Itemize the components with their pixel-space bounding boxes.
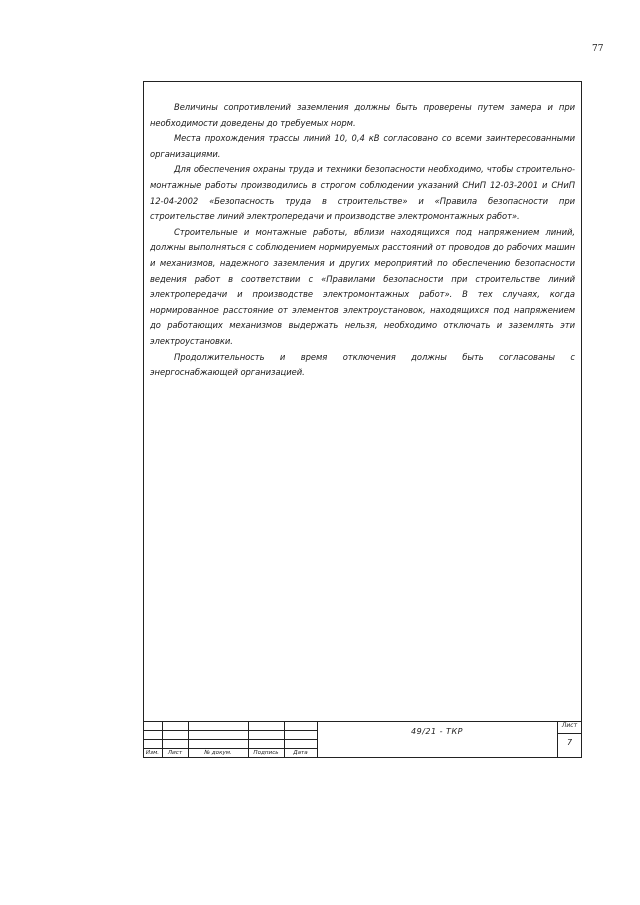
drawing-frame	[143, 81, 582, 758]
column-label-izm: Изм.	[145, 750, 160, 756]
sheet-label: Лист	[561, 722, 578, 729]
grid-line	[143, 730, 317, 731]
paragraph: Места прохождения трассы линий 10, 0,4 кВ согласовано со всеми заинтересованными организациями.	[150, 133, 575, 159]
sheet-cell-border	[557, 733, 582, 734]
page-number: 77	[592, 44, 604, 54]
paragraph: Продолжительность и время отключения должны быть согласованы с энергоснабжающей организацией.	[150, 351, 575, 378]
title-block	[143, 721, 582, 758]
column-label-date: Дата	[293, 750, 308, 756]
document-code: 49/21 - ТКР	[411, 727, 463, 736]
sheet-number: 7	[566, 738, 573, 747]
column-label-list: Лист	[167, 750, 183, 756]
paragraph: Величины сопротивлений заземления должны быть проверены путем замера и при необходимости доведены до требуемых норм.	[150, 102, 575, 128]
body-text	[150, 100, 575, 381]
column-label-doc-number: № докум.	[204, 750, 232, 756]
paragraph: Для обеспечения охраны труда и техники безопасности необходимо, чтобы строительно-монтажные работы производились в строгом соблюдении указаний СНиП 12-03-2001 и СНиП 12-04-2002 «Безопасность труда в строительстве» и «Правила безопасности при строительстве линий электропередачи и производстве электромонтажных работ».	[150, 164, 575, 222]
revision-grid	[143, 721, 317, 758]
column-label-signature: Подпись	[253, 750, 279, 756]
grid-line	[143, 739, 317, 740]
paragraph: Строительные и монтажные работы, вблизи находящихся под напряжением линий, должны выполняться с соблюдением нормируемых расстояний от проводов до рабочих машин и механизмов, надежного заземления и других мероприятий по обеспечению безопасности ведения работ в соответствии с «Правилами безопасности при строительстве линий электропередачи и производстве электромонтажных работ». В тех случаях, когда нормированное расстояние от элементов электроустановок, находящихся под напряжением до работающих механизмов выдержать нельзя, необходимо отключать и заземлять эти электроустановки.	[150, 226, 575, 346]
